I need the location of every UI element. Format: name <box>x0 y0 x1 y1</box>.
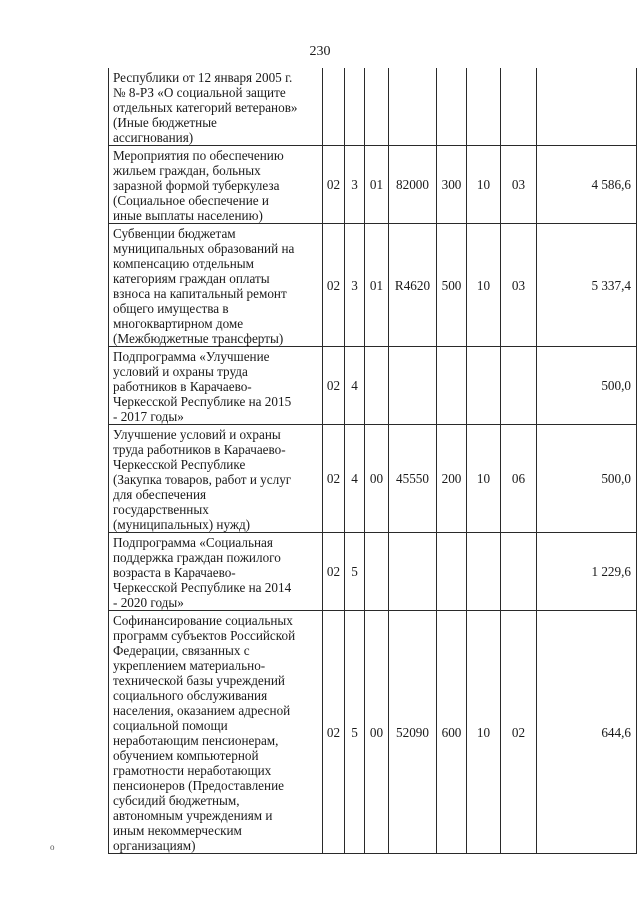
cell-direction-code: 00 <box>365 425 389 533</box>
cell-expense-code: 45550 <box>389 425 437 533</box>
cell-section-code: 10 <box>467 611 501 854</box>
cell-description: Субвенции бюджетам муниципальных образований на компенсацию отдельным категориям граждан оплаты взноса на капитальный ремонт общего имущества в многоквартирном доме (Межбюджетные трансферты) <box>109 224 323 347</box>
table-row <box>109 224 637 347</box>
cell-amount: 500,0 <box>537 425 637 533</box>
cell-type-code <box>437 533 467 611</box>
cell-type-code: 600 <box>437 611 467 854</box>
cell-section-code: 10 <box>467 146 501 224</box>
cell-program-code: 02 <box>323 533 345 611</box>
cell-expense-code <box>389 533 437 611</box>
page-number: 230 <box>309 44 331 59</box>
cell-subsection-code: 06 <box>501 425 537 533</box>
cell-subsection-code <box>501 533 537 611</box>
cell-description: Софинансирование социальных программ субъектов Российской Федерации, связанных с укреплением материально- технической базы учреждений социального обслуживания населения, оказанием адресной социальной помощи неработающим пенсионерам, обучением компьютерной грамотности неработающих пенсионеров (Предоставление субсидий бюджетным, автономным учреждениям и иным некоммерческим организациям) <box>109 611 323 854</box>
cell-description: Республики от 12 января 2005 г. № 8-РЗ «О социальной защите отдельных категорий ветеранов» (Иные бюджетные ассигнования) <box>109 68 323 146</box>
cell-section-code <box>467 347 501 425</box>
cell-type-code: 300 <box>437 146 467 224</box>
cell-type-code: 200 <box>437 425 467 533</box>
cell-subsection-code: 02 <box>501 611 537 854</box>
cell-expense-code <box>389 68 437 146</box>
budget-table <box>108 68 637 854</box>
table-row <box>109 347 637 425</box>
cell-subprogram-code: 4 <box>345 347 365 425</box>
cell-subprogram-code: 5 <box>345 611 365 854</box>
cell-program-code: 02 <box>323 425 345 533</box>
cell-amount: 4 586,6 <box>537 146 637 224</box>
cell-section-code: 10 <box>467 425 501 533</box>
cell-program-code: 02 <box>323 611 345 854</box>
cell-type-code <box>437 347 467 425</box>
cell-direction-code <box>365 533 389 611</box>
cell-amount: 1 229,6 <box>537 533 637 611</box>
cell-subprogram-code: 3 <box>345 146 365 224</box>
cell-amount: 644,6 <box>537 611 637 854</box>
cell-expense-code: 52090 <box>389 611 437 854</box>
cell-program-code: 02 <box>323 347 345 425</box>
cell-subprogram-code: 4 <box>345 425 365 533</box>
cell-description: Подпрограмма «Социальная поддержка граждан пожилого возраста в Карачаево- Черкесской Республике на 2014 - 2020 годы» <box>109 533 323 611</box>
cell-expense-code: R4620 <box>389 224 437 347</box>
cell-direction-code: 01 <box>365 146 389 224</box>
cell-subprogram-code: 3 <box>345 224 365 347</box>
table-row <box>109 425 637 533</box>
cell-amount: 500,0 <box>537 347 637 425</box>
cell-expense-code: 82000 <box>389 146 437 224</box>
cell-direction-code: 00 <box>365 611 389 854</box>
cell-subprogram-code: 5 <box>345 533 365 611</box>
cell-section-code: 10 <box>467 224 501 347</box>
cell-section-code <box>467 68 501 146</box>
cell-program-code: 02 <box>323 224 345 347</box>
cell-subsection-code: 03 <box>501 224 537 347</box>
cell-program-code <box>323 68 345 146</box>
cell-direction-code: 01 <box>365 224 389 347</box>
cell-program-code: 02 <box>323 146 345 224</box>
cell-section-code <box>467 533 501 611</box>
cell-description: Подпрограмма «Улучшение условий и охраны труда работников в Карачаево- Черкесской Республике на 2015 - 2017 годы» <box>109 347 323 425</box>
cell-subprogram-code <box>345 68 365 146</box>
cell-direction-code <box>365 68 389 146</box>
cell-subsection-code <box>501 347 537 425</box>
cell-description: Улучшение условий и охраны труда работников в Карачаево- Черкесской Республике (Закупка товаров, работ и услуг для обеспечения государственных (муниципальных) нужд) <box>109 425 323 533</box>
cell-type-code: 500 <box>437 224 467 347</box>
cell-amount: 5 337,4 <box>537 224 637 347</box>
cell-subsection-code <box>501 68 537 146</box>
cell-expense-code <box>389 347 437 425</box>
cell-type-code <box>437 68 467 146</box>
table-row <box>109 68 637 146</box>
table-row <box>109 533 637 611</box>
cell-amount <box>537 68 637 146</box>
cell-subsection-code: 03 <box>501 146 537 224</box>
cell-direction-code <box>365 347 389 425</box>
scan-speck: o <box>50 842 55 852</box>
table-row <box>109 146 637 224</box>
table-row <box>109 611 637 854</box>
cell-description: Мероприятия по обеспечению жильем граждан, больных заразной формой туберкулеза (Социальное обеспечение и иные выплаты населению) <box>109 146 323 224</box>
